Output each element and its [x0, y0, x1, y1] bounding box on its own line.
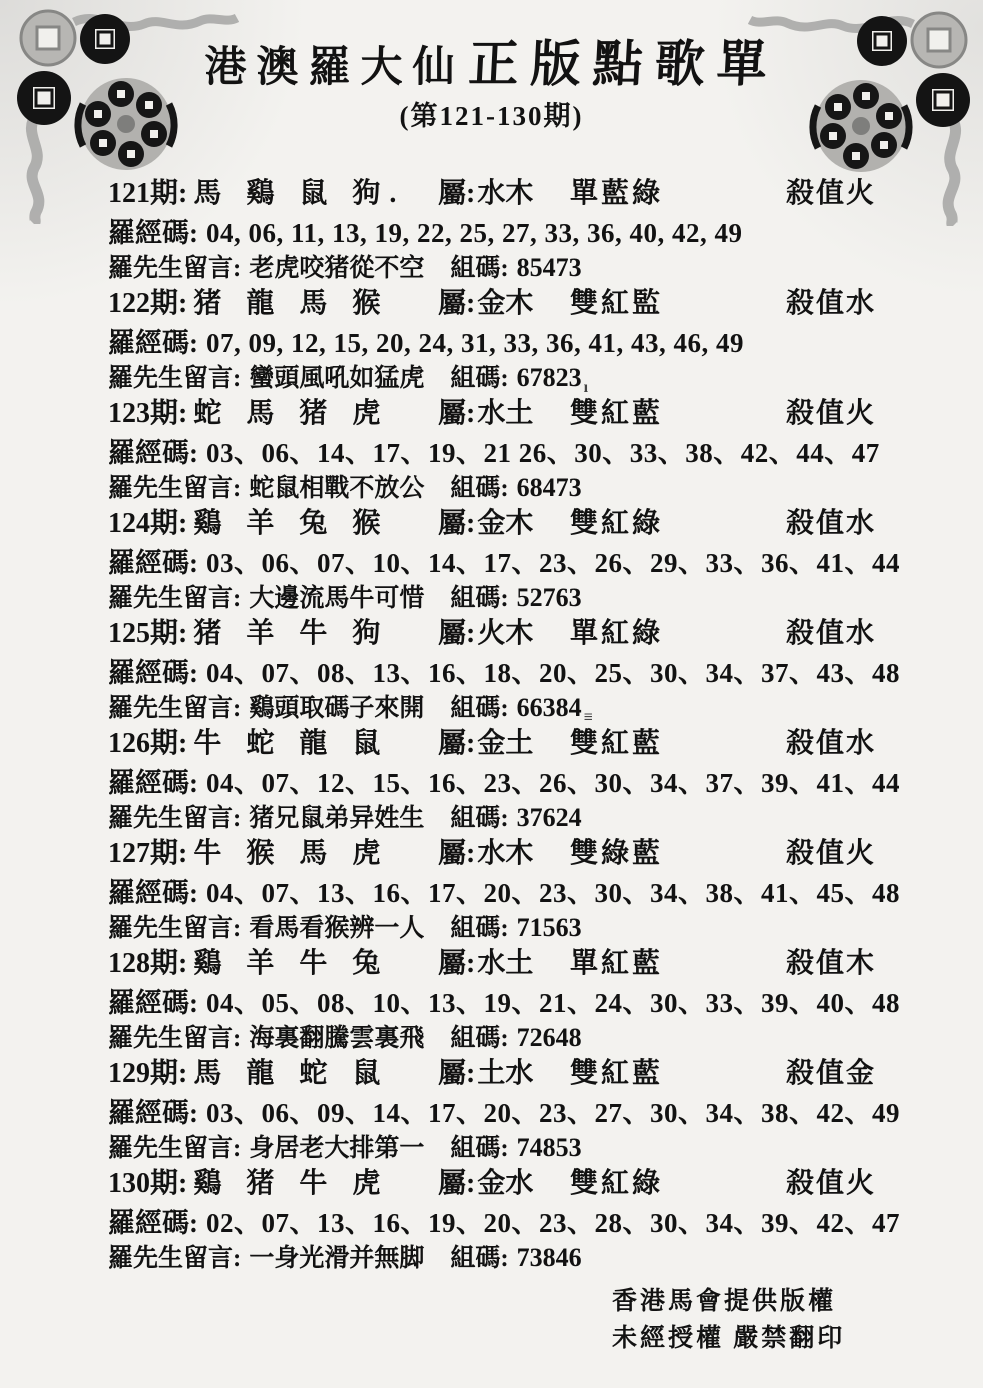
zodiac-list: 牛 猴 馬 虎 [193, 838, 390, 869]
entry-126 [108, 721, 900, 832]
color-tag: 雙綠藍 [570, 838, 664, 869]
entry-123 [108, 391, 880, 501]
message-label: 羅先生留言: [108, 585, 242, 612]
message-label: 羅先生留言: [108, 915, 242, 942]
period-label: 130期: [108, 1168, 188, 1199]
color-tag: 單紅綠 [570, 618, 664, 649]
element-attribute-label: 屬: [438, 288, 476, 319]
luojing-codes: 03、06、14、17、19、21 26、30、33、38、42、44、47 [206, 438, 880, 468]
element-attribute-label: 屬: [438, 508, 476, 539]
title-calligraphy: 港澳羅大仙 [204, 45, 465, 91]
period-label: 124期: [108, 508, 188, 539]
message-row [108, 248, 880, 281]
message-text: 猪兄鼠弟异姓生 [249, 805, 425, 832]
kill-value: 殺值火 [785, 398, 876, 429]
element-attribute [438, 611, 533, 651]
entry-header-row [108, 1161, 880, 1201]
luojing-codes: 04、07、08、13、16、18、20、25、30、34、37、43、48 [206, 658, 900, 688]
message-label: 羅先生留言: [108, 1245, 242, 1272]
message-label: 羅先生留言: [108, 475, 242, 502]
luojing-codes-row [108, 211, 880, 248]
group-code-label: 組碼: [450, 365, 509, 392]
message-label: 羅先生留言: [108, 365, 242, 392]
element-attribute [438, 1161, 533, 1201]
message-label: 羅先生留言: [108, 255, 242, 282]
group-code: 66384 [516, 693, 582, 722]
entry-125 [108, 611, 900, 726]
message-row [108, 798, 880, 831]
color-tag: 雙紅綠 [570, 1168, 664, 1199]
entry-128 [108, 941, 900, 1052]
element-attribute-value: 水土 [477, 948, 534, 979]
message-text: 蛇鼠相戰不放公 [249, 475, 425, 502]
message-label: 羅先生留言: [108, 695, 242, 722]
element-attribute [438, 501, 533, 541]
luojing-codes-row [108, 871, 900, 908]
group-code: 52763 [516, 583, 582, 612]
period-label: 123期: [108, 398, 188, 429]
group-code-label: 組碼: [450, 1245, 509, 1272]
group-code-label: 組碼: [450, 915, 509, 942]
luojing-codes-row [108, 321, 880, 358]
message-text: 一身光滑并無脚 [249, 1245, 425, 1272]
color-tag: 雙紅藍 [570, 728, 664, 759]
entry-header-row [108, 171, 880, 211]
entry-124 [108, 501, 900, 612]
element-attribute [438, 721, 533, 761]
period-label: 122期: [108, 288, 188, 319]
zodiac-list: 猪 龍 馬 猴 [193, 288, 390, 319]
element-attribute [438, 171, 533, 211]
element-attribute-value: 火木 [477, 618, 534, 649]
group-code-label: 組碼: [450, 1135, 509, 1162]
kill-value: 殺值水 [785, 618, 876, 649]
message-text: 老虎咬猪從不空 [249, 255, 425, 282]
luojing-codes: 04, 06, 11, 13, 19, 22, 25, 27, 33, 36, 40, 42, 49 [206, 218, 743, 248]
zodiac-list: 鷄 羊 兔 猴 [193, 508, 390, 539]
element-attribute-label: 屬: [438, 948, 476, 979]
luojing-codes-label: 羅經碼: [108, 328, 198, 358]
zodiac-list: 猪 羊 牛 狗 [193, 618, 390, 649]
element-attribute-label: 屬: [438, 178, 476, 209]
group-code-label: 組碼: [450, 585, 509, 612]
zodiac-list: 鷄 猪 牛 虎 [193, 1168, 390, 1199]
element-attribute-value: 金土 [477, 728, 534, 759]
luojing-codes-row [108, 1091, 900, 1128]
element-attribute-value: 水木 [477, 178, 534, 209]
luojing-codes: 04、07、12、15、16、23、26、30、34、37、39、41、44 [206, 768, 900, 798]
kill-value: 殺值木 [785, 948, 876, 979]
group-code: 72648 [516, 1023, 582, 1052]
zodiac-list: 馬 龍 蛇 鼠 [193, 1058, 390, 1089]
element-attribute-label: 屬: [438, 728, 476, 759]
kill-value: 殺值火 [785, 178, 876, 209]
period-label: 125期: [108, 618, 188, 649]
entry-130 [108, 1161, 900, 1272]
entry-121 [108, 171, 880, 281]
entry-129 [108, 1051, 900, 1162]
entries-list [108, 171, 900, 1272]
issue-range-subtitle: (第121-130期) [399, 101, 584, 131]
period-label: 121期: [108, 178, 188, 209]
element-attribute [438, 391, 533, 431]
kill-value: 殺值水 [785, 508, 876, 539]
entry-header-row [108, 281, 880, 321]
element-attribute-value: 金木 [477, 508, 534, 539]
luojing-codes: 03、06、09、14、17、20、23、27、30、34、38、42、49 [206, 1098, 900, 1128]
element-attribute [438, 1051, 533, 1091]
message-row [108, 688, 880, 726]
kill-value: 殺值火 [785, 838, 876, 869]
message-text: 看馬看猴辨一人 [249, 915, 425, 942]
page-title [0, 24, 983, 96]
entry-header-row [108, 501, 880, 541]
entry-127 [108, 831, 900, 942]
entry-header-row [108, 721, 880, 761]
element-attribute-value: 水木 [477, 838, 534, 869]
message-text: 海裏翻騰雲裏飛 [249, 1025, 425, 1052]
period-label: 128期: [108, 948, 188, 979]
message-label: 羅先生留言: [108, 805, 242, 832]
message-row [108, 358, 880, 396]
color-tag: 單紅藍 [570, 948, 664, 979]
message-label: 羅先生留言: [108, 1025, 242, 1052]
message-label: 羅先生留言: [108, 1135, 242, 1162]
zodiac-list: 馬 鷄 鼠 狗. [193, 178, 406, 209]
message-text: 蠻頭風吼如猛虎 [249, 365, 425, 392]
color-tag: 雙紅藍 [570, 398, 664, 429]
element-attribute-value: 金木 [477, 288, 534, 319]
element-attribute-label: 屬: [438, 618, 476, 649]
scan-artifact: ı [583, 379, 589, 396]
message-row [108, 1238, 880, 1271]
luojing-codes: 03、06、07、10、14、17、23、26、29、33、36、41、44 [206, 548, 900, 578]
color-tag: 單藍綠 [570, 178, 664, 209]
message-text: 鷄頭取碼子來開 [249, 695, 425, 722]
group-code: 71563 [516, 913, 582, 942]
copyright-line1: 香港馬會提供版權 [612, 1288, 837, 1315]
element-attribute-label: 屬: [438, 1168, 476, 1199]
group-code-label: 組碼: [450, 1025, 509, 1052]
zodiac-list: 牛 蛇 龍 鼠 [193, 728, 390, 759]
group-code-label: 組碼: [450, 695, 509, 722]
message-row [108, 578, 880, 611]
copyright-footer [612, 1283, 845, 1357]
luojing-codes: 04、05、08、10、13、19、21、24、30、33、39、40、48 [206, 988, 900, 1018]
message-row [108, 908, 880, 941]
entry-header-row [108, 831, 880, 871]
group-code: 73846 [516, 1243, 582, 1272]
luojing-codes-row [108, 541, 900, 578]
message-text: 身居老大排第一 [249, 1135, 425, 1162]
luojing-codes-label: 羅經碼: [108, 1098, 198, 1128]
group-code: 67823 [516, 363, 582, 392]
color-tag: 雙紅藍 [570, 1058, 664, 1089]
luojing-codes-row [108, 981, 900, 1018]
copyright-line2: 未經授權 嚴禁翻印 [612, 1325, 846, 1352]
kill-value: 殺值火 [785, 1168, 876, 1199]
element-attribute-value: 土水 [477, 1058, 534, 1089]
element-attribute-label: 屬: [438, 1058, 476, 1089]
kill-value: 殺值金 [785, 1058, 876, 1089]
zodiac-list: 鷄 羊 牛 兔 [193, 948, 390, 979]
scan-artifact: ≡ [583, 709, 593, 726]
group-code: 85473 [516, 253, 582, 282]
luojing-codes-label: 羅經碼: [108, 878, 198, 908]
luojing-codes-row [108, 761, 900, 798]
group-code-label: 組碼: [450, 805, 509, 832]
luojing-codes-row [108, 431, 880, 468]
element-attribute-label: 屬: [438, 398, 476, 429]
entry-122 [108, 281, 880, 396]
message-row [108, 1018, 880, 1051]
entry-header-row [108, 611, 880, 651]
luojing-codes-label: 羅經碼: [108, 768, 198, 798]
luojing-codes-label: 羅經碼: [108, 988, 198, 1018]
period-label: 126期: [108, 728, 188, 759]
luojing-codes-row [108, 651, 900, 688]
period-label: 129期: [108, 1058, 188, 1089]
luojing-codes: 02、07、13、16、19、20、23、28、30、34、39、42、47 [206, 1208, 900, 1238]
group-code: 68473 [516, 473, 582, 502]
luojing-codes-label: 羅經碼: [108, 548, 198, 578]
message-row [108, 1128, 880, 1161]
luojing-codes: 04、07、13、16、17、20、23、30、34、38、41、45、48 [206, 878, 900, 908]
luojing-codes-label: 羅經碼: [108, 658, 198, 688]
kill-value: 殺值水 [785, 728, 876, 759]
element-attribute [438, 831, 533, 871]
message-text: 大邊流馬牛可惜 [249, 585, 425, 612]
element-attribute-value: 水土 [477, 398, 534, 429]
element-attribute-label: 屬: [438, 838, 476, 869]
luojing-codes-label: 羅經碼: [108, 438, 198, 468]
message-row [108, 468, 880, 501]
entry-header-row [108, 391, 880, 431]
color-tag: 雙紅監 [570, 288, 664, 319]
luojing-codes: 07, 09, 12, 15, 20, 24, 31, 33, 36, 41, 43, 46, 49 [206, 328, 744, 358]
zodiac-list: 蛇 馬 猪 虎 [193, 398, 390, 429]
element-attribute-value: 金水 [477, 1168, 534, 1199]
kill-value: 殺值水 [785, 288, 876, 319]
element-attribute [438, 941, 533, 981]
entry-header-row [108, 941, 880, 981]
group-code: 37624 [516, 803, 582, 832]
group-code-label: 組碼: [450, 255, 509, 282]
color-tag: 雙紅綠 [570, 508, 664, 539]
element-attribute [438, 281, 533, 321]
luojing-codes-row [108, 1201, 900, 1238]
luojing-codes-label: 羅經碼: [108, 218, 198, 248]
luojing-codes-label: 羅經碼: [108, 1208, 198, 1238]
period-label: 127期: [108, 838, 188, 869]
entry-header-row [108, 1051, 880, 1091]
group-code-label: 組碼: [450, 475, 509, 502]
title-main: 正版點歌單 [466, 36, 780, 92]
group-code: 74853 [516, 1133, 582, 1162]
